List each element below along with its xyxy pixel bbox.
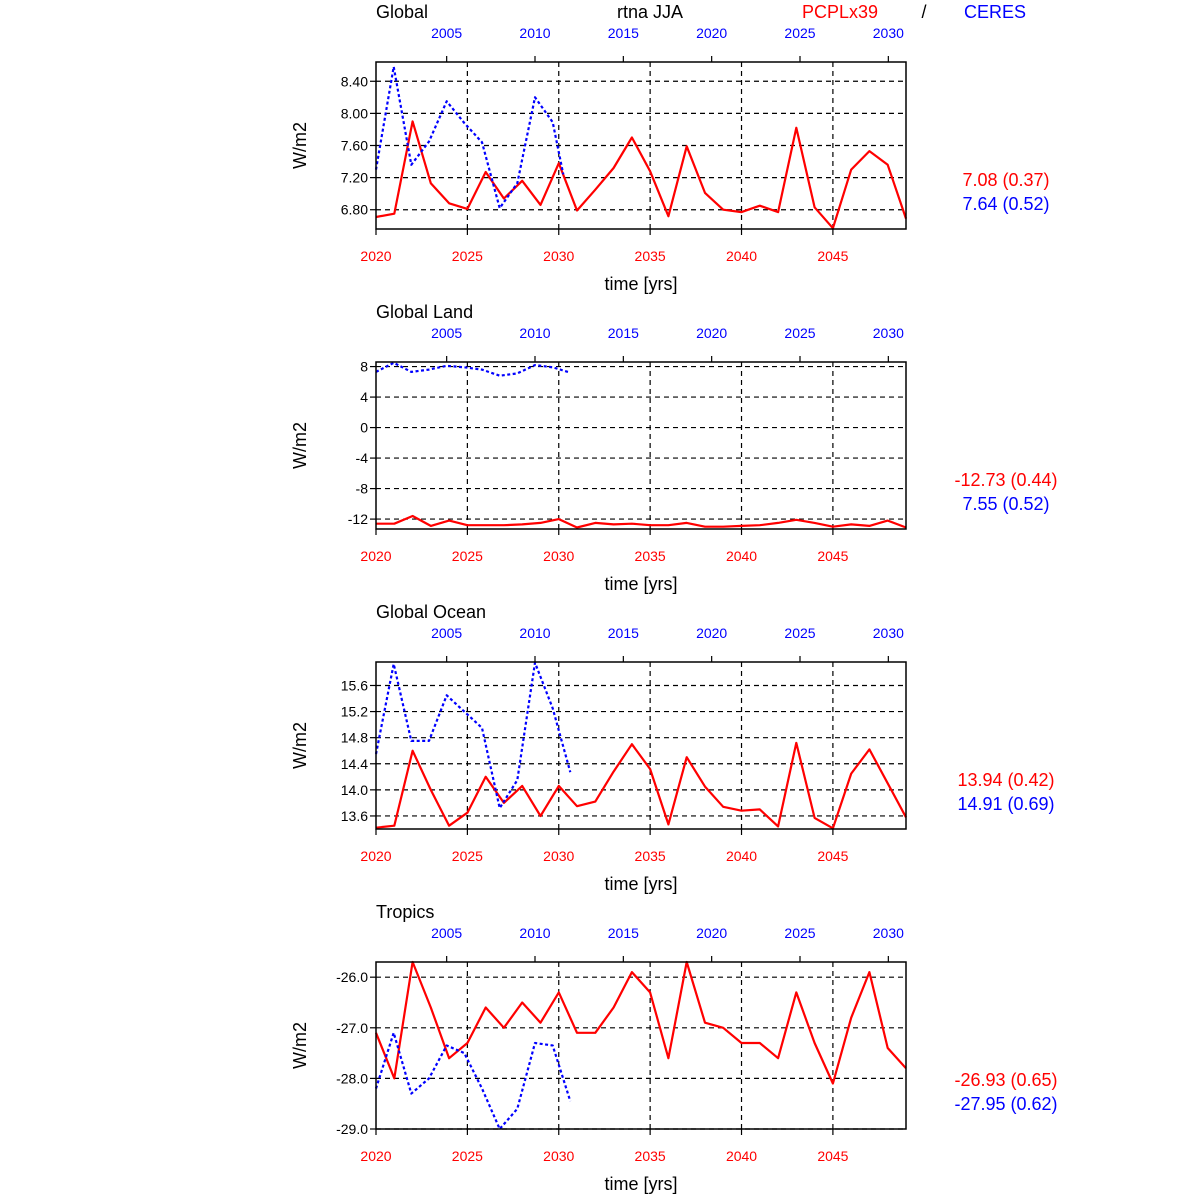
y-tick-label: -12	[347, 511, 368, 528]
y-axis-label: W/m2	[290, 722, 310, 769]
y-tick-label: -29.0	[336, 1121, 368, 1137]
obs-series-line	[376, 363, 570, 376]
x-tick-label: 2030	[543, 548, 575, 564]
model-series-line	[376, 516, 906, 528]
model-stats-label: 7.08 (0.37)	[962, 170, 1050, 190]
top-x-tick-label: 2025	[784, 925, 816, 941]
obs-stats-label: -27.95 (0.62)	[954, 1094, 1058, 1114]
top-x-tick-label: 2025	[784, 25, 816, 41]
y-tick-label: -28.0	[336, 1070, 368, 1087]
x-tick-label: 2030	[543, 1148, 575, 1164]
top-x-tick-label: 2010	[519, 625, 551, 641]
y-tick-label: 6.80	[340, 201, 368, 218]
x-axis-label: time [yrs]	[604, 274, 678, 294]
obs-stats-label: 7.55 (0.52)	[962, 494, 1050, 514]
y-tick-label: 4	[360, 389, 368, 406]
obs-series-line	[376, 67, 563, 208]
x-tick-label: 2025	[451, 1148, 483, 1164]
x-tick-label: 2045	[817, 848, 849, 864]
top-x-tick-label: 2020	[696, 625, 728, 641]
plot-frame	[376, 662, 906, 829]
obs-series-line	[376, 1033, 570, 1129]
x-axis-label: time [yrs]	[604, 574, 678, 594]
figure-header	[617, 2, 1026, 22]
x-tick-label: 2025	[451, 548, 483, 564]
top-x-tick-label: 2010	[519, 25, 551, 41]
top-x-tick-label: 2005	[431, 925, 463, 941]
plot-frame	[376, 962, 906, 1129]
top-x-tick-label: 2005	[431, 25, 463, 41]
x-tick-label: 2025	[451, 248, 483, 264]
panel-title: Global Land	[376, 302, 474, 322]
x-tick-label: 2035	[634, 848, 666, 864]
x-tick-label: 2045	[817, 548, 849, 564]
x-tick-label: 2035	[634, 1148, 666, 1164]
y-tick-label: -8	[355, 480, 368, 497]
panel-title: Global Ocean	[376, 602, 487, 622]
chart-panel-2	[290, 302, 1058, 594]
top-x-tick-label: 2025	[784, 325, 816, 341]
y-tick-label: 15.6	[340, 677, 368, 694]
model-stats-label: -12.73 (0.44)	[954, 470, 1058, 490]
x-tick-label: 2020	[360, 848, 392, 864]
x-tick-label: 2020	[360, 248, 392, 264]
y-tick-label: 14.4	[340, 755, 368, 772]
obs-legend-label: CERES	[963, 2, 1027, 22]
model-stats-label: 13.94 (0.42)	[957, 770, 1055, 790]
top-x-tick-label: 2030	[872, 925, 904, 941]
variable-label: rtna JJA	[616, 2, 684, 22]
top-x-tick-label: 2020	[696, 25, 728, 41]
top-x-tick-label: 2020	[696, 325, 728, 341]
y-tick-label: 14.8	[340, 729, 368, 746]
legend-separator: /	[921, 2, 927, 22]
plot-frame	[376, 362, 906, 529]
panel-title: Tropics	[376, 902, 435, 922]
top-x-tick-label: 2030	[872, 325, 904, 341]
y-tick-label: 8.40	[340, 73, 368, 90]
x-tick-label: 2035	[634, 248, 666, 264]
y-tick-label: 8.00	[340, 105, 368, 122]
model-stats-label: -26.93 (0.65)	[954, 1070, 1058, 1090]
y-axis-label: W/m2	[290, 1022, 310, 1069]
panel-title: Global	[376, 2, 429, 22]
panels-container	[290, 2, 1058, 1194]
x-tick-label: 2040	[725, 1148, 758, 1164]
y-tick-label: 7.60	[340, 137, 368, 154]
x-tick-label: 2045	[817, 248, 849, 264]
model-series-line	[376, 121, 906, 228]
top-x-tick-label: 2015	[607, 325, 639, 341]
y-tick-label: 14.0	[340, 781, 368, 798]
y-tick-label: -27.0	[336, 1019, 368, 1036]
y-tick-label: 0	[360, 419, 368, 436]
chart-panel-3	[290, 602, 1055, 894]
y-tick-label: 7.20	[340, 169, 368, 186]
x-tick-label: 2030	[543, 848, 575, 864]
x-tick-label: 2030	[543, 248, 575, 264]
model-series-line	[376, 962, 906, 1084]
top-x-tick-label: 2015	[607, 25, 639, 41]
y-axis-label: W/m2	[290, 422, 310, 469]
top-x-tick-label: 2005	[431, 325, 463, 341]
top-x-tick-label: 2010	[519, 325, 551, 341]
top-x-tick-label: 2030	[872, 25, 904, 41]
y-tick-label: -26.0	[336, 969, 368, 986]
y-tick-label: 13.6	[340, 807, 368, 824]
x-tick-label: 2020	[360, 1148, 392, 1164]
y-tick-label: 8	[360, 358, 368, 375]
chart-panel-1	[290, 2, 1050, 294]
x-tick-label: 2040	[725, 548, 758, 564]
y-axis-label: W/m2	[290, 122, 310, 169]
x-tick-label: 2045	[817, 1148, 849, 1164]
y-tick-label: 15.2	[340, 703, 368, 720]
top-x-tick-label: 2030	[872, 625, 904, 641]
model-legend-label: PCPLx39	[801, 2, 879, 22]
x-tick-label: 2040	[725, 248, 758, 264]
chart-panel-4	[290, 902, 1058, 1194]
top-x-tick-label: 2020	[696, 925, 728, 941]
x-tick-label: 2040	[725, 848, 758, 864]
obs-stats-label: 7.64 (0.52)	[962, 194, 1050, 214]
top-x-tick-label: 2005	[431, 625, 463, 641]
x-tick-label: 2020	[360, 548, 392, 564]
y-tick-label: -4	[355, 450, 368, 467]
top-x-tick-label: 2025	[784, 625, 816, 641]
x-axis-label: time [yrs]	[604, 874, 678, 894]
obs-stats-label: 14.91 (0.69)	[957, 794, 1055, 814]
x-tick-label: 2035	[634, 548, 666, 564]
x-axis-label: time [yrs]	[604, 1174, 678, 1194]
x-tick-label: 2025	[451, 848, 483, 864]
top-x-tick-label: 2015	[607, 925, 639, 941]
obs-series-line	[376, 663, 570, 808]
top-x-tick-label: 2010	[519, 925, 551, 941]
top-x-tick-label: 2015	[607, 625, 639, 641]
